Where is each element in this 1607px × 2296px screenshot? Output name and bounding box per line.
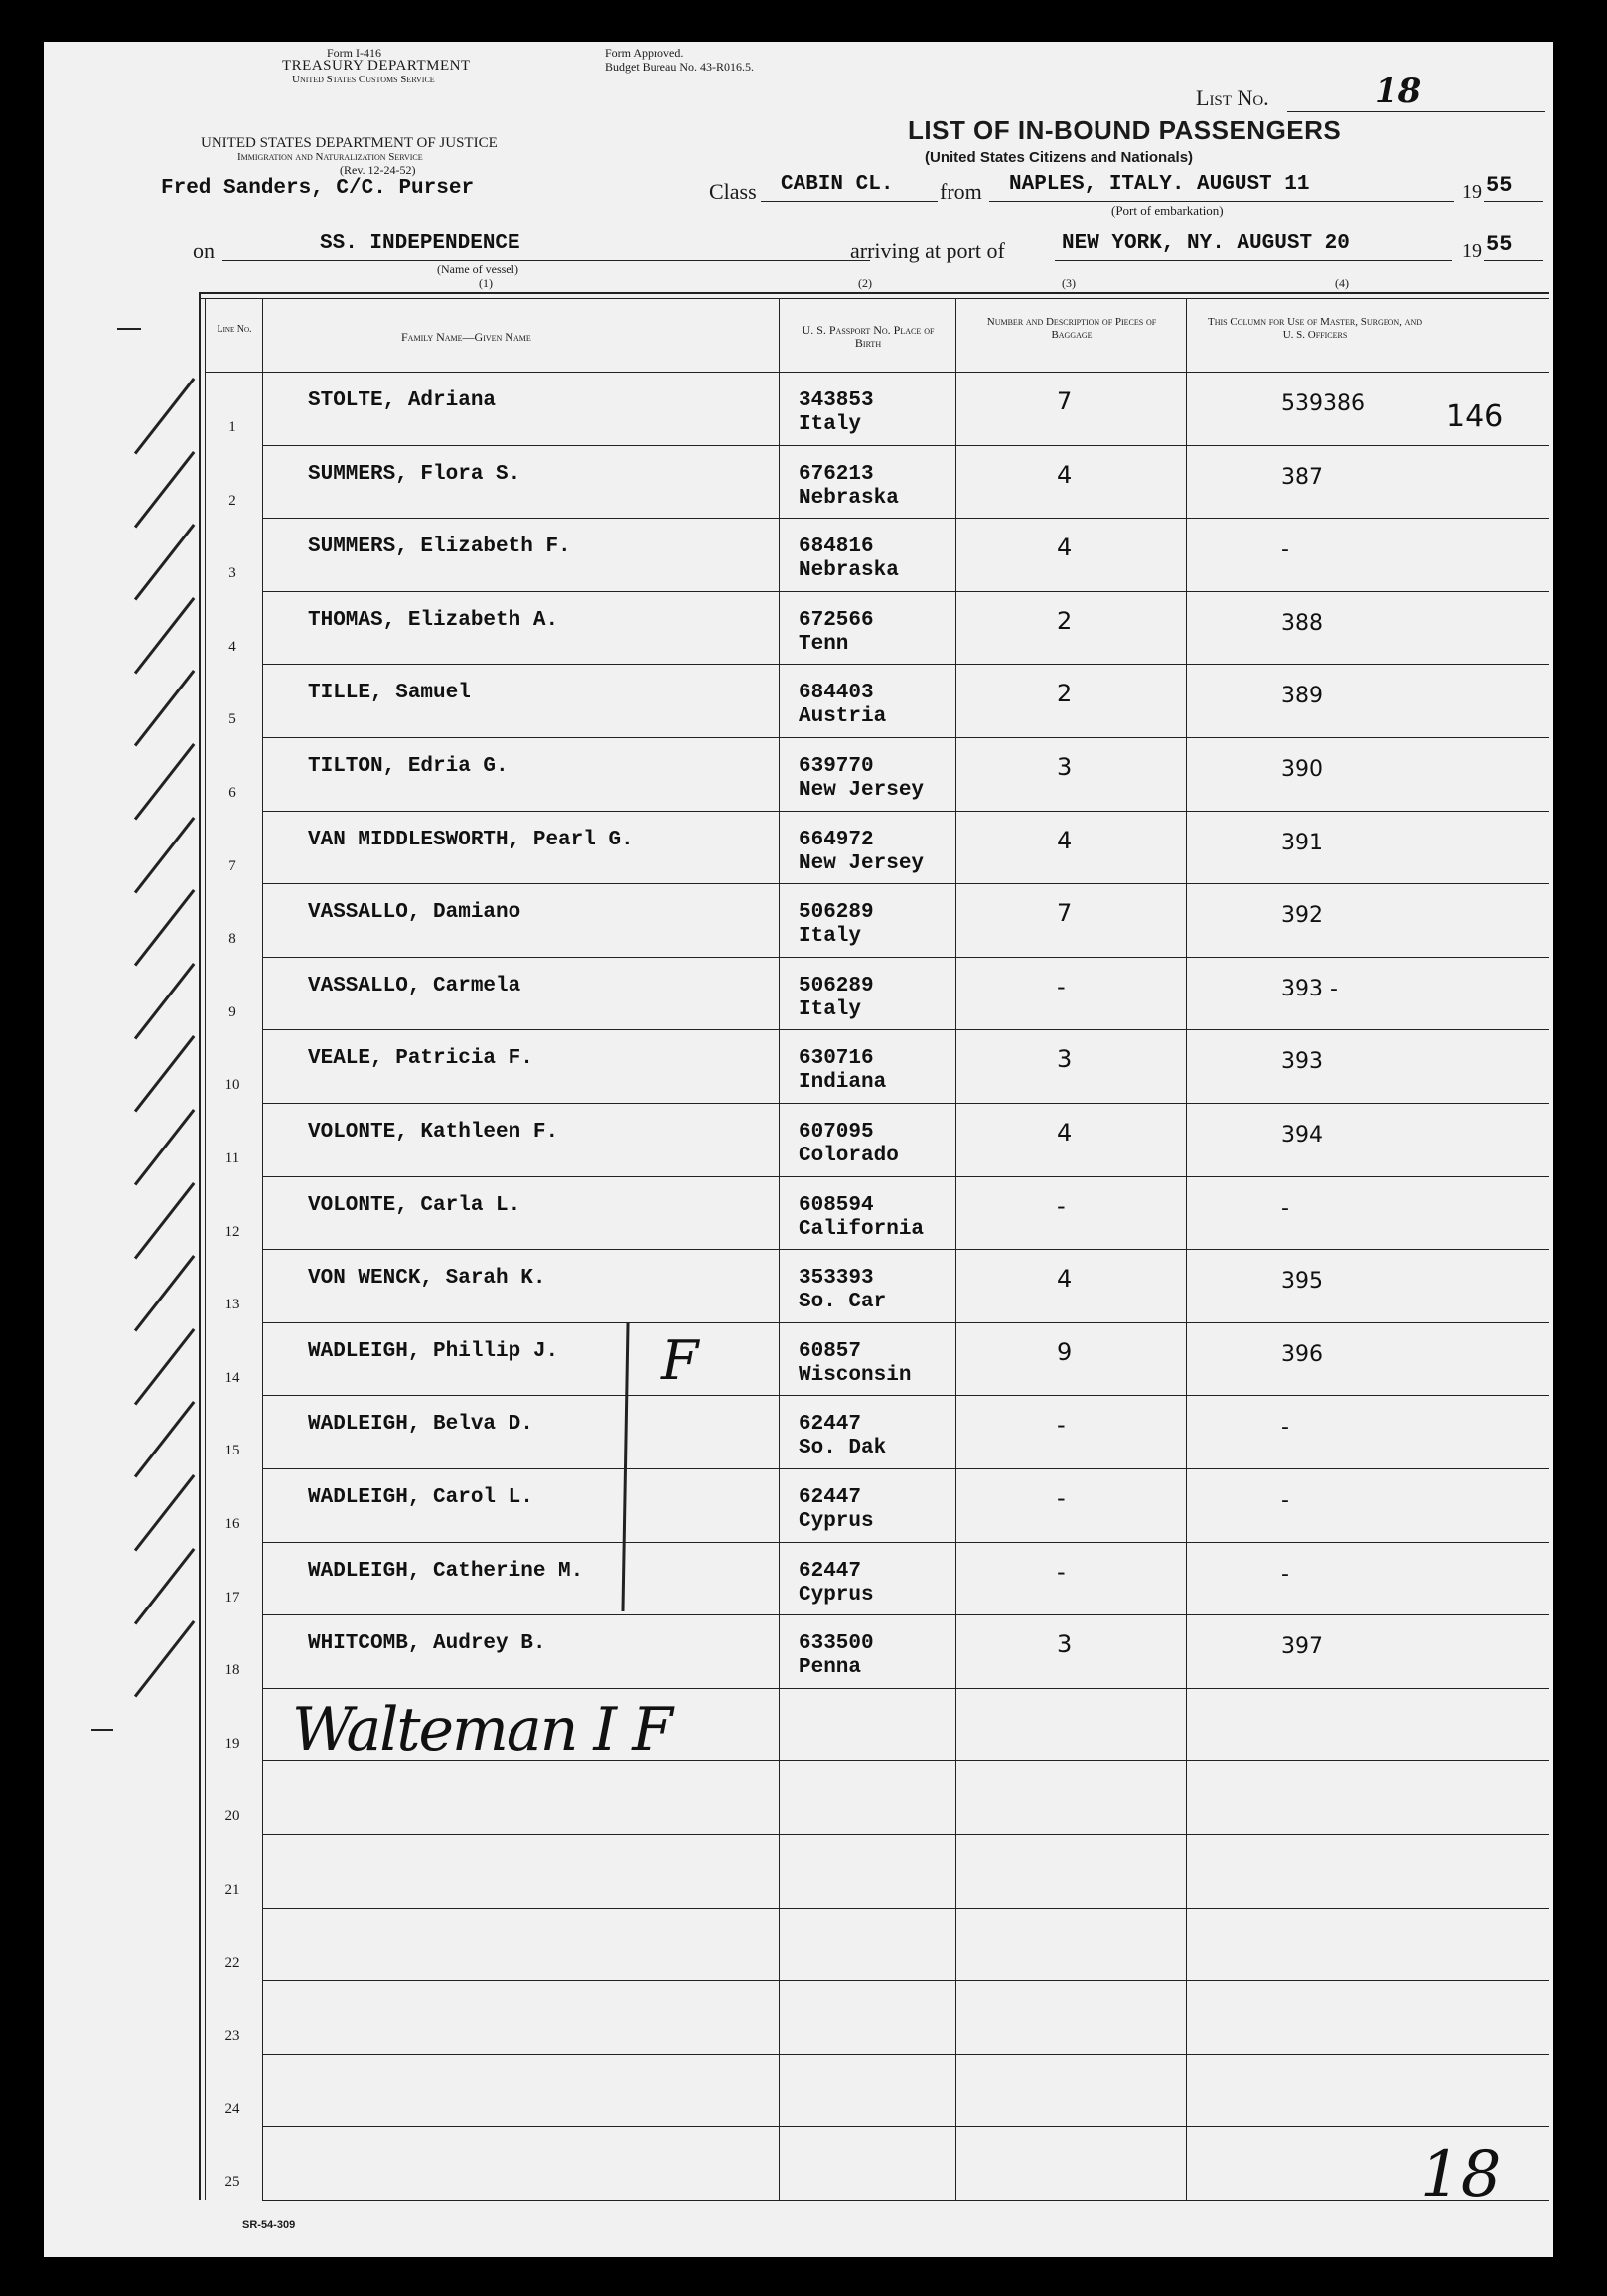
handwritten-bracket-mark: F bbox=[661, 1329, 699, 1392]
department-of-justice: UNITED STATES DEPARTMENT OF JUSTICE bbox=[201, 135, 498, 151]
line-number: 5 bbox=[228, 711, 236, 728]
place-of-birth: Nebraska bbox=[799, 486, 899, 510]
from-label: from bbox=[940, 179, 982, 204]
passport-number: 353393 bbox=[799, 1267, 874, 1291]
check-mark-icon bbox=[134, 1474, 195, 1551]
passenger-name: VASSALLO, Carmela bbox=[308, 974, 521, 997]
row-divider bbox=[262, 1908, 1549, 1909]
header-passport: U. S. Passport No. Place of Birth bbox=[802, 323, 935, 350]
row-divider bbox=[262, 1980, 1549, 1981]
check-mark-icon bbox=[134, 378, 195, 454]
arriving-value: NEW YORK, NY. AUGUST 20 bbox=[1062, 232, 1350, 255]
from-underline bbox=[989, 201, 1454, 202]
from-year-prefix: 19 bbox=[1462, 181, 1482, 203]
row-divider bbox=[262, 1468, 1549, 1469]
handwritten-bracket bbox=[621, 1323, 629, 1611]
officer-number: 388 bbox=[1281, 610, 1323, 636]
row-divider bbox=[262, 883, 1549, 884]
check-mark-icon bbox=[134, 1255, 195, 1331]
baggage-count: 2 bbox=[1057, 680, 1073, 708]
place-of-birth: So. Car bbox=[799, 1291, 887, 1314]
passport-number: 608594 bbox=[799, 1193, 874, 1217]
passenger-name: SUMMERS, Flora S. bbox=[308, 462, 521, 486]
officer-number: 389 bbox=[1281, 684, 1323, 709]
header-baggage: Number and Description of Pieces of Baggage bbox=[986, 316, 1157, 341]
place-of-birth: Penna bbox=[799, 1656, 862, 1680]
vessel-underline bbox=[222, 260, 870, 261]
passport-number: 607095 bbox=[799, 1121, 874, 1144]
from-value: NAPLES, ITALY. AUGUST 11 bbox=[1009, 173, 1310, 196]
revision-date: (Rev. 12-24-52) bbox=[340, 163, 416, 177]
passport-number: 60857 bbox=[799, 1339, 862, 1363]
passenger-name: WHITCOMB, Audrey B. bbox=[308, 1632, 546, 1656]
passenger-name: WADLEIGH, Catherine M. bbox=[308, 1559, 584, 1583]
place-of-birth: New Jersey bbox=[799, 779, 925, 802]
place-of-birth: Cyprus bbox=[799, 1583, 874, 1607]
passenger-name: SUMMERS, Elizabeth F. bbox=[308, 536, 571, 559]
place-of-birth: Indiana bbox=[799, 1071, 887, 1095]
line-number: 19 bbox=[224, 1735, 240, 1752]
passport-number: 676213 bbox=[799, 462, 874, 486]
col-num-4: (4) bbox=[1335, 276, 1349, 290]
officer-number: 395 bbox=[1281, 1269, 1323, 1295]
baggage-count: 4 bbox=[1057, 1119, 1073, 1147]
ins-service: Immigration and Naturalization Service bbox=[237, 151, 423, 163]
baggage-count: - bbox=[1057, 1484, 1066, 1512]
row-divider bbox=[262, 1542, 1549, 1543]
passenger-name: THOMAS, Elizabeth A. bbox=[308, 608, 559, 632]
line-number: 9 bbox=[228, 1003, 236, 1020]
baggage-count: 4 bbox=[1057, 826, 1073, 854]
vessel-caption: (Name of vessel) bbox=[437, 262, 518, 276]
arriving-underline bbox=[1055, 260, 1452, 261]
officer-number: - bbox=[1281, 1561, 1289, 1587]
officer-number: 392 bbox=[1281, 903, 1323, 929]
form-sheet bbox=[44, 42, 1553, 2257]
baggage-count: 4 bbox=[1057, 1265, 1073, 1294]
col-num-1: (1) bbox=[479, 276, 493, 290]
passport-number: 62447 bbox=[799, 1413, 862, 1437]
row-divider bbox=[262, 664, 1549, 665]
passenger-name: TILTON, Edria G. bbox=[308, 755, 509, 778]
footer-code: SR-54-309 bbox=[242, 2219, 296, 2231]
arrive-year-prefix: 19 bbox=[1462, 240, 1482, 262]
officer-number: 539386 bbox=[1281, 391, 1365, 416]
passport-number: 664972 bbox=[799, 828, 874, 851]
row-divider bbox=[262, 445, 1549, 446]
passenger-name: WADLEIGH, Phillip J. bbox=[308, 1339, 559, 1363]
line-number: 25 bbox=[224, 2174, 240, 2191]
check-mark-icon bbox=[134, 743, 195, 820]
place-of-birth: Tenn bbox=[799, 632, 849, 656]
passenger-name: TILLE, Samuel bbox=[308, 682, 471, 705]
line-number: 1 bbox=[228, 419, 236, 435]
customs-service: United States Customs Service bbox=[292, 74, 435, 85]
passport-number: 639770 bbox=[799, 755, 874, 778]
line-number: 13 bbox=[224, 1297, 240, 1313]
baggage-count: 7 bbox=[1057, 387, 1073, 415]
passenger-name: VON WENCK, Sarah K. bbox=[308, 1267, 546, 1291]
port-of-embarkation-caption: (Port of embarkation) bbox=[1111, 203, 1224, 218]
check-mark-icon bbox=[134, 670, 195, 746]
budget-bureau: Budget Bureau No. 43-R016.5. bbox=[605, 60, 754, 74]
arrive-year-suffix: 55 bbox=[1486, 232, 1513, 257]
line-number: 22 bbox=[224, 1954, 240, 1971]
line-number: 2 bbox=[228, 492, 236, 509]
place-of-birth: Italy bbox=[799, 925, 862, 949]
handwritten-page-number: 146 bbox=[1446, 399, 1504, 434]
row-divider bbox=[262, 2200, 1549, 2201]
passport-number: 633500 bbox=[799, 1632, 874, 1656]
check-mark-icon bbox=[134, 963, 195, 1039]
line-number: 16 bbox=[224, 1516, 240, 1532]
passenger-name: VAN MIDDLESWORTH, Pearl G. bbox=[308, 828, 634, 851]
check-mark-icon bbox=[134, 817, 195, 893]
officer-number: - bbox=[1281, 537, 1289, 563]
margin-tick bbox=[117, 328, 141, 330]
baggage-count: 2 bbox=[1057, 606, 1073, 635]
passport-number: 62447 bbox=[799, 1486, 862, 1509]
baggage-count: - bbox=[1057, 1411, 1066, 1440]
line-number: 8 bbox=[228, 931, 236, 948]
row-divider bbox=[262, 1834, 1549, 1835]
row-divider bbox=[262, 591, 1549, 592]
place-of-birth: Cyprus bbox=[799, 1510, 874, 1533]
check-mark-icon bbox=[134, 1109, 195, 1185]
row-divider bbox=[262, 1249, 1549, 1250]
passport-number: 684816 bbox=[799, 536, 874, 559]
col-num-3: (3) bbox=[1062, 276, 1076, 290]
officer-number: 396 bbox=[1281, 1341, 1323, 1367]
row-divider bbox=[262, 957, 1549, 958]
baggage-count: - bbox=[1057, 1557, 1066, 1586]
form-number: Form I-416 bbox=[327, 46, 381, 60]
passport-number: 684403 bbox=[799, 682, 874, 705]
row-divider bbox=[262, 1029, 1549, 1030]
handwritten-corner-mark: 18 bbox=[1420, 2138, 1502, 2212]
line-number: 17 bbox=[224, 1589, 240, 1606]
place-of-birth: New Jersey bbox=[799, 851, 925, 875]
line-number: 24 bbox=[224, 2100, 240, 2117]
officer-number: - bbox=[1281, 1488, 1289, 1513]
row-divider bbox=[262, 2126, 1549, 2127]
from-year-suffix: 55 bbox=[1486, 173, 1513, 198]
passenger-name: WADLEIGH, Belva D. bbox=[308, 1413, 533, 1437]
baggage-count: 3 bbox=[1057, 1630, 1073, 1659]
check-mark-icon bbox=[134, 889, 195, 966]
header-name: Family Name—Given Name bbox=[401, 330, 531, 344]
line-number: 3 bbox=[228, 565, 236, 582]
row-divider bbox=[262, 1614, 1549, 1615]
check-mark-icon bbox=[134, 1328, 195, 1405]
purser-name: Fred Sanders, C/C. Purser bbox=[161, 177, 475, 200]
row-divider bbox=[262, 1176, 1549, 1177]
line-number: 11 bbox=[224, 1150, 240, 1166]
line-number: 21 bbox=[224, 1882, 240, 1898]
row-divider bbox=[262, 1322, 1549, 1323]
on-label: on bbox=[193, 238, 215, 263]
list-no-underline bbox=[1287, 111, 1545, 112]
margin-tick bbox=[91, 1729, 113, 1731]
passport-number: 62447 bbox=[799, 1559, 862, 1583]
officer-number: 390 bbox=[1281, 757, 1323, 782]
baggage-count: 7 bbox=[1057, 899, 1073, 928]
officer-number: 387 bbox=[1281, 464, 1323, 490]
place-of-birth: California bbox=[799, 1217, 925, 1241]
line-number: 18 bbox=[224, 1662, 240, 1679]
passport-number: 506289 bbox=[799, 901, 874, 925]
arriving-label: arriving at port of bbox=[850, 238, 1005, 263]
line-number: 20 bbox=[224, 1808, 240, 1825]
row-divider bbox=[262, 518, 1549, 519]
line-number: 4 bbox=[228, 638, 236, 655]
line-number: 23 bbox=[224, 2028, 240, 2045]
check-mark-icon bbox=[134, 1182, 195, 1259]
baggage-count: - bbox=[1057, 1191, 1066, 1220]
col-num-2: (2) bbox=[858, 276, 872, 290]
check-mark-icon bbox=[134, 1035, 195, 1112]
officer-number: 397 bbox=[1281, 1634, 1323, 1660]
header-officers: This Column for Use of Master, Surgeon, and U. S. Officers bbox=[1208, 316, 1422, 341]
passenger-name: VOLONTE, Kathleen F. bbox=[308, 1121, 559, 1144]
arrive-year-underline bbox=[1484, 260, 1543, 261]
table-left-border-inner bbox=[205, 298, 206, 2200]
baggage-count: 3 bbox=[1057, 753, 1073, 781]
passport-number: 630716 bbox=[799, 1047, 874, 1071]
place-of-birth: Nebraska bbox=[799, 559, 899, 583]
check-mark-icon bbox=[134, 524, 195, 600]
check-mark-icon bbox=[134, 451, 195, 528]
list-no-value: 18 bbox=[1375, 72, 1422, 111]
list-no-label: List No. bbox=[1196, 85, 1269, 110]
treasury-department: TREASURY DEPARTMENT bbox=[282, 58, 471, 74]
form-approved: Form Approved. bbox=[605, 46, 684, 60]
table-top-border-inner bbox=[199, 298, 1549, 299]
class-value: CABIN CL. bbox=[781, 173, 894, 196]
row-divider bbox=[262, 1688, 1549, 1689]
header-line-no: Line No. bbox=[217, 324, 252, 335]
check-mark-icon bbox=[134, 1401, 195, 1477]
officer-number: 391 bbox=[1281, 830, 1323, 855]
row-divider bbox=[262, 1103, 1549, 1104]
officer-number: - bbox=[1281, 1415, 1289, 1441]
passenger-name: VASSALLO, Damiano bbox=[308, 901, 521, 925]
table-left-border bbox=[199, 292, 201, 2200]
place-of-birth: Austria bbox=[799, 705, 887, 729]
page-title: LIST OF IN-BOUND PASSENGERS bbox=[908, 115, 1342, 145]
passenger-name: STOLTE, Adriana bbox=[308, 389, 497, 412]
check-mark-icon bbox=[134, 1548, 195, 1624]
line-number: 14 bbox=[224, 1369, 240, 1386]
page-subtitle: (United States Citizens and Nationals) bbox=[925, 149, 1194, 166]
officer-number: 393 bbox=[1281, 1049, 1323, 1075]
line-number: 7 bbox=[228, 857, 236, 874]
officer-number: 394 bbox=[1281, 1123, 1323, 1148]
passenger-name: WADLEIGH, Carol L. bbox=[308, 1486, 533, 1509]
vessel-name: SS. INDEPENDENCE bbox=[320, 232, 520, 255]
row-divider bbox=[262, 737, 1549, 738]
passport-number: 506289 bbox=[799, 974, 874, 997]
check-mark-icon bbox=[134, 597, 195, 674]
place-of-birth: Colorado bbox=[799, 1145, 899, 1167]
handwritten-signature: Walteman I F bbox=[292, 1695, 671, 1764]
baggage-count: - bbox=[1057, 972, 1066, 1000]
baggage-count: 3 bbox=[1057, 1045, 1073, 1074]
officer-number: - bbox=[1281, 1195, 1289, 1221]
table-top-border bbox=[199, 292, 1549, 294]
line-number: 12 bbox=[224, 1223, 240, 1240]
header-bottom-border bbox=[206, 372, 1549, 373]
class-label: Class bbox=[709, 179, 757, 204]
row-divider bbox=[262, 2054, 1549, 2055]
line-number: 10 bbox=[224, 1077, 240, 1094]
passenger-name: VEALE, Patricia F. bbox=[308, 1047, 533, 1071]
baggage-count: 4 bbox=[1057, 534, 1073, 562]
passport-number: 672566 bbox=[799, 608, 874, 632]
row-divider bbox=[262, 1395, 1549, 1396]
place-of-birth: So. Dak bbox=[799, 1437, 887, 1460]
baggage-count: 9 bbox=[1057, 1337, 1073, 1366]
passenger-name: VOLONTE, Carla L. bbox=[308, 1193, 521, 1217]
row-divider bbox=[262, 811, 1549, 812]
passport-number: 343853 bbox=[799, 389, 874, 412]
officer-number: 393 - bbox=[1281, 976, 1338, 1001]
place-of-birth: Wisconsin bbox=[799, 1363, 912, 1387]
place-of-birth: Italy bbox=[799, 997, 862, 1021]
check-mark-icon bbox=[134, 1620, 195, 1697]
baggage-count: 4 bbox=[1057, 460, 1073, 489]
class-underline bbox=[761, 201, 938, 202]
from-year-underline bbox=[1484, 201, 1543, 202]
line-number: 15 bbox=[224, 1443, 240, 1459]
line-number: 6 bbox=[228, 785, 236, 801]
place-of-birth: Italy bbox=[799, 413, 862, 436]
